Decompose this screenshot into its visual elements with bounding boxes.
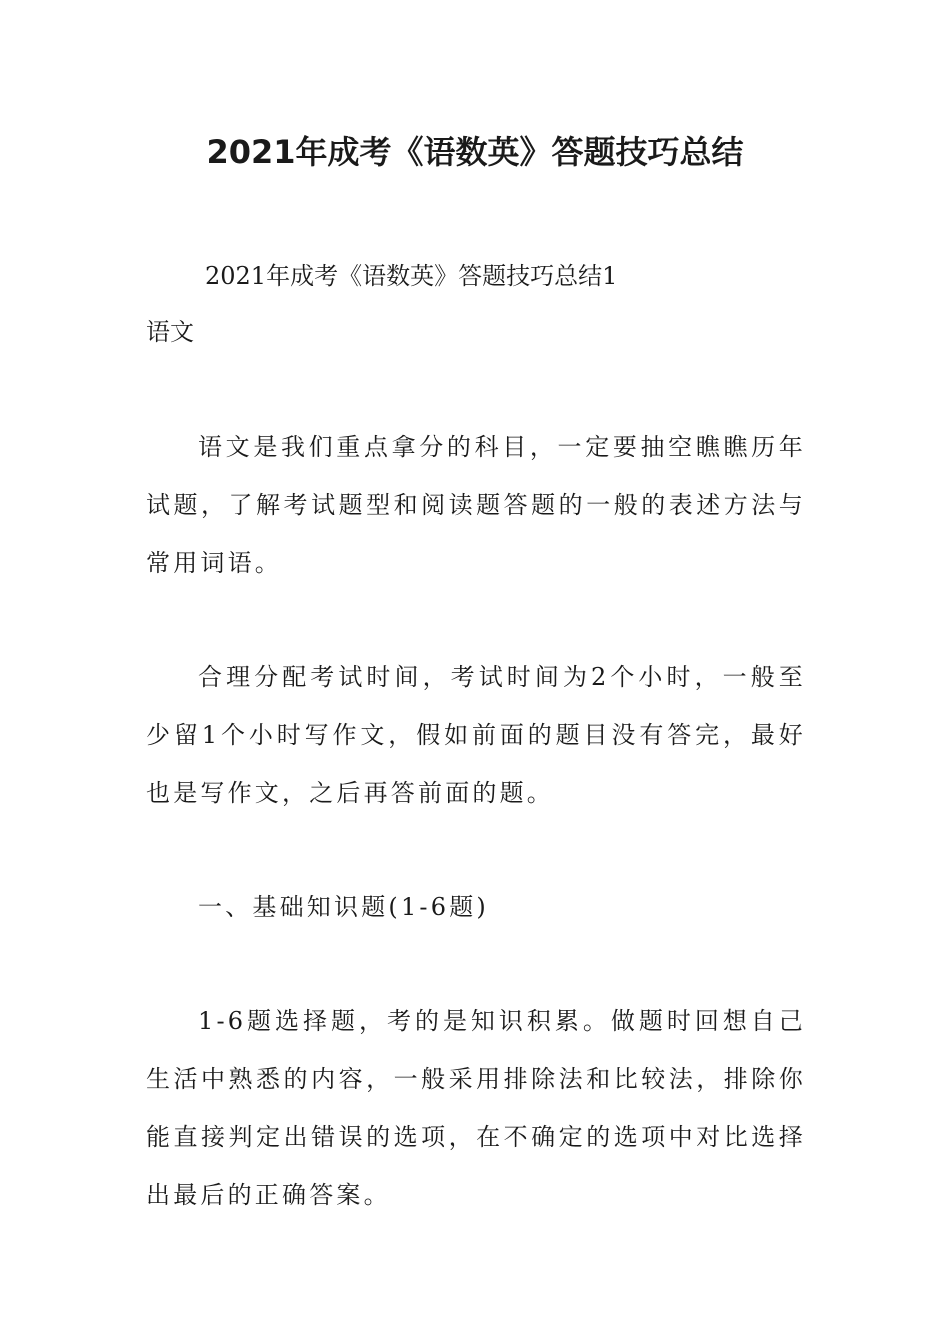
paragraph-time-allocation: 合理分配考试时间，考试时间为2个小时，一般至少留1个小时写作文，假如前面的题目没有答完，最好也是写作文，之后再答前面的题。 (146, 663, 806, 807)
paragraph-choice-questions: 1-6题选择题，考的是知识积累。做题时回想自己生活中熟悉的内容，一般采用排除法和比较法，排除你能直接判定出错误的选项，在不确定的选项中对比选择出最后的正确答案。 (146, 1007, 806, 1209)
document-title: 2021年成考《语数英》答题技巧总结 (206, 133, 744, 171)
section-heading-chinese: 语文 (146, 318, 194, 346)
document-subtitle: 2021年成考《语数英》答题技巧总结1 (205, 262, 618, 290)
paragraph-basic-knowledge-heading: 一、基础知识题(1-6题) (198, 893, 489, 921)
paragraph-intro: 语文是我们重点拿分的科目，一定要抽空瞧瞧历年试题，了解考试题型和阅读题答题的一般的表述方法与常用词语。 (146, 433, 806, 577)
